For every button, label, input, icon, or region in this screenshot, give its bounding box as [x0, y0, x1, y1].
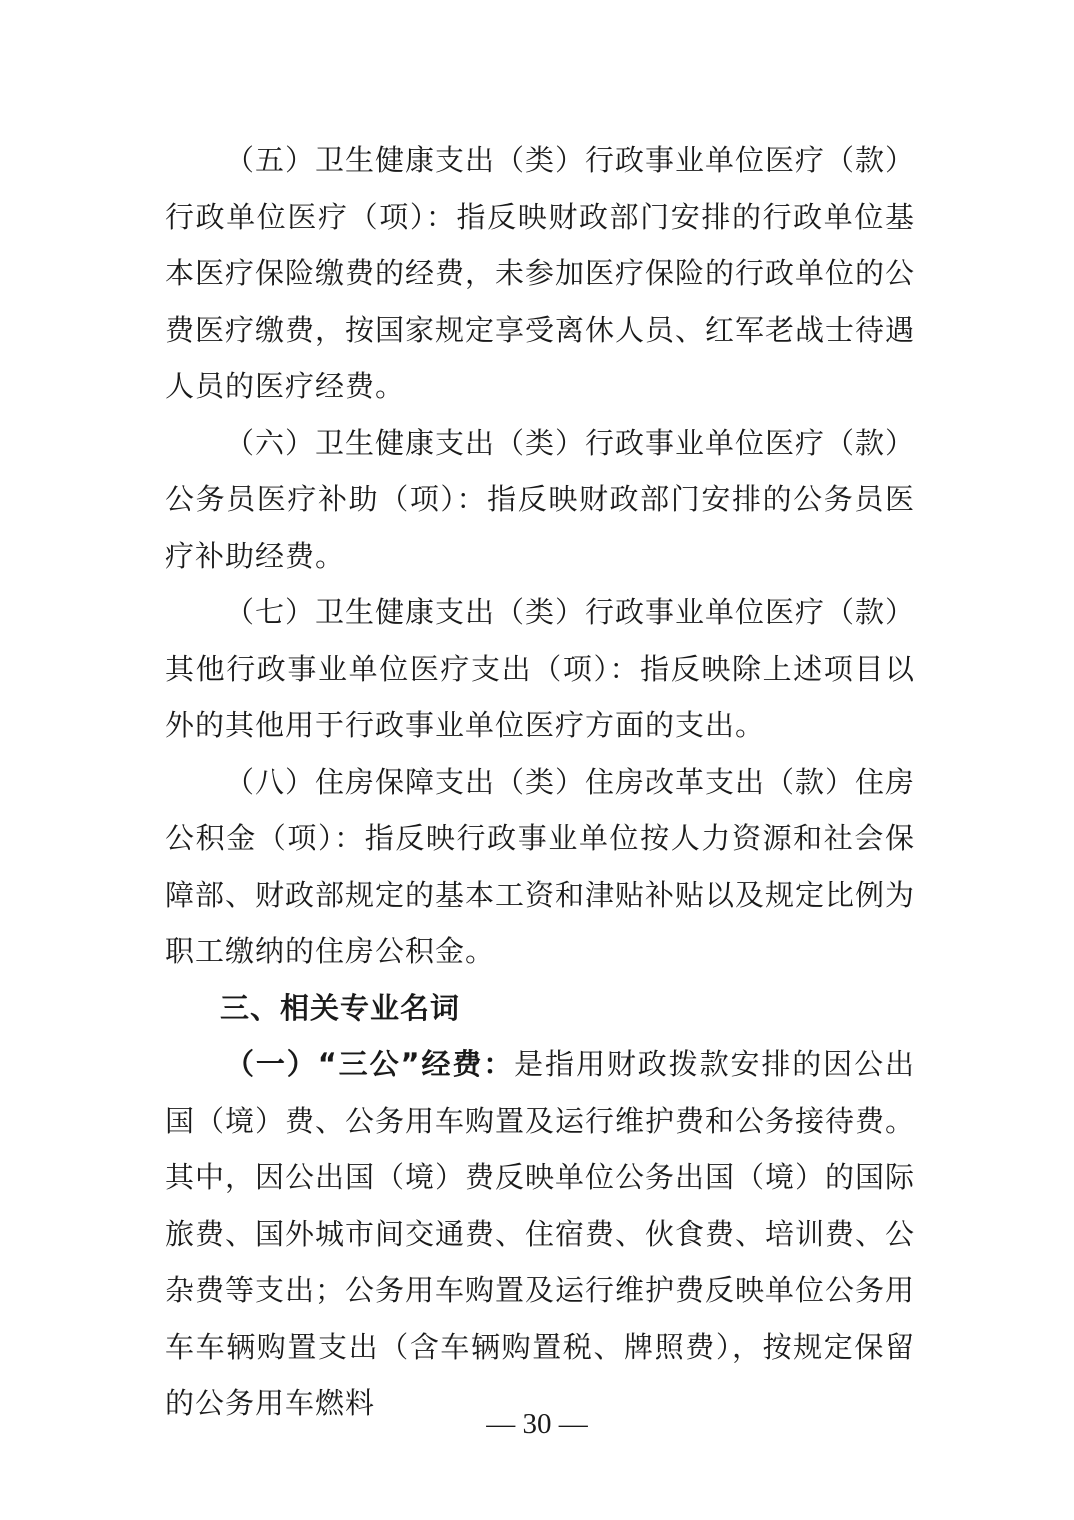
- document-body: [165, 132, 915, 1432]
- term-paragraph: [165, 1036, 915, 1432]
- term-body: 是指用财政拨款安排的因公出国（境）费、公务用车购置及运行维护费和公务接待费。其中，因公出国（境）费反映单位公务出国（境）的国际旅费、国外城市间交通费、住宿费、伙食费、培训费、公杂费等支出；公务用车购置及运行维护费反映单位公务用车车辆购置支出（含车辆购置税、牌照费），按规定保留的公务用车燃料: [165, 1047, 916, 1420]
- paragraph-item-8: （八）住房保障支出（类）住房改革支出（款）住房公积金（项）：指反映行政事业单位按人力资源和社会保障部、财政部规定的基本工资和津贴补贴以及规定比例为职工缴纳的住房公积金。: [165, 764, 916, 968]
- section-heading: 三、相关专业名词: [220, 990, 461, 1025]
- page-number: — 30 —: [486, 1408, 588, 1440]
- paragraph-item-7: （七）卫生健康支出（类）行政事业单位医疗（款）其他行政事业单位医疗支出（项）：指反映除上述项目以外的其他用于行政事业单位医疗方面的支出。: [165, 595, 916, 742]
- paragraph-item-5: （五）卫生健康支出（类）行政事业单位医疗（款）行政单位医疗（项）：指反映财政部门安排的行政单位基本医疗保险缴费的经费，未参加医疗保险的行政单位的公费医疗缴费，按国家规定享受离休人员、红军老战士待遇人员的医疗经费。: [165, 143, 916, 403]
- paragraph-item-6: （六）卫生健康支出（类）行政事业单位医疗（款）公务员医疗补助（项）：指反映财政部门安排的公务员医疗补助经费。: [165, 425, 916, 573]
- term-lead: （一）“三公”经费：: [225, 1047, 515, 1081]
